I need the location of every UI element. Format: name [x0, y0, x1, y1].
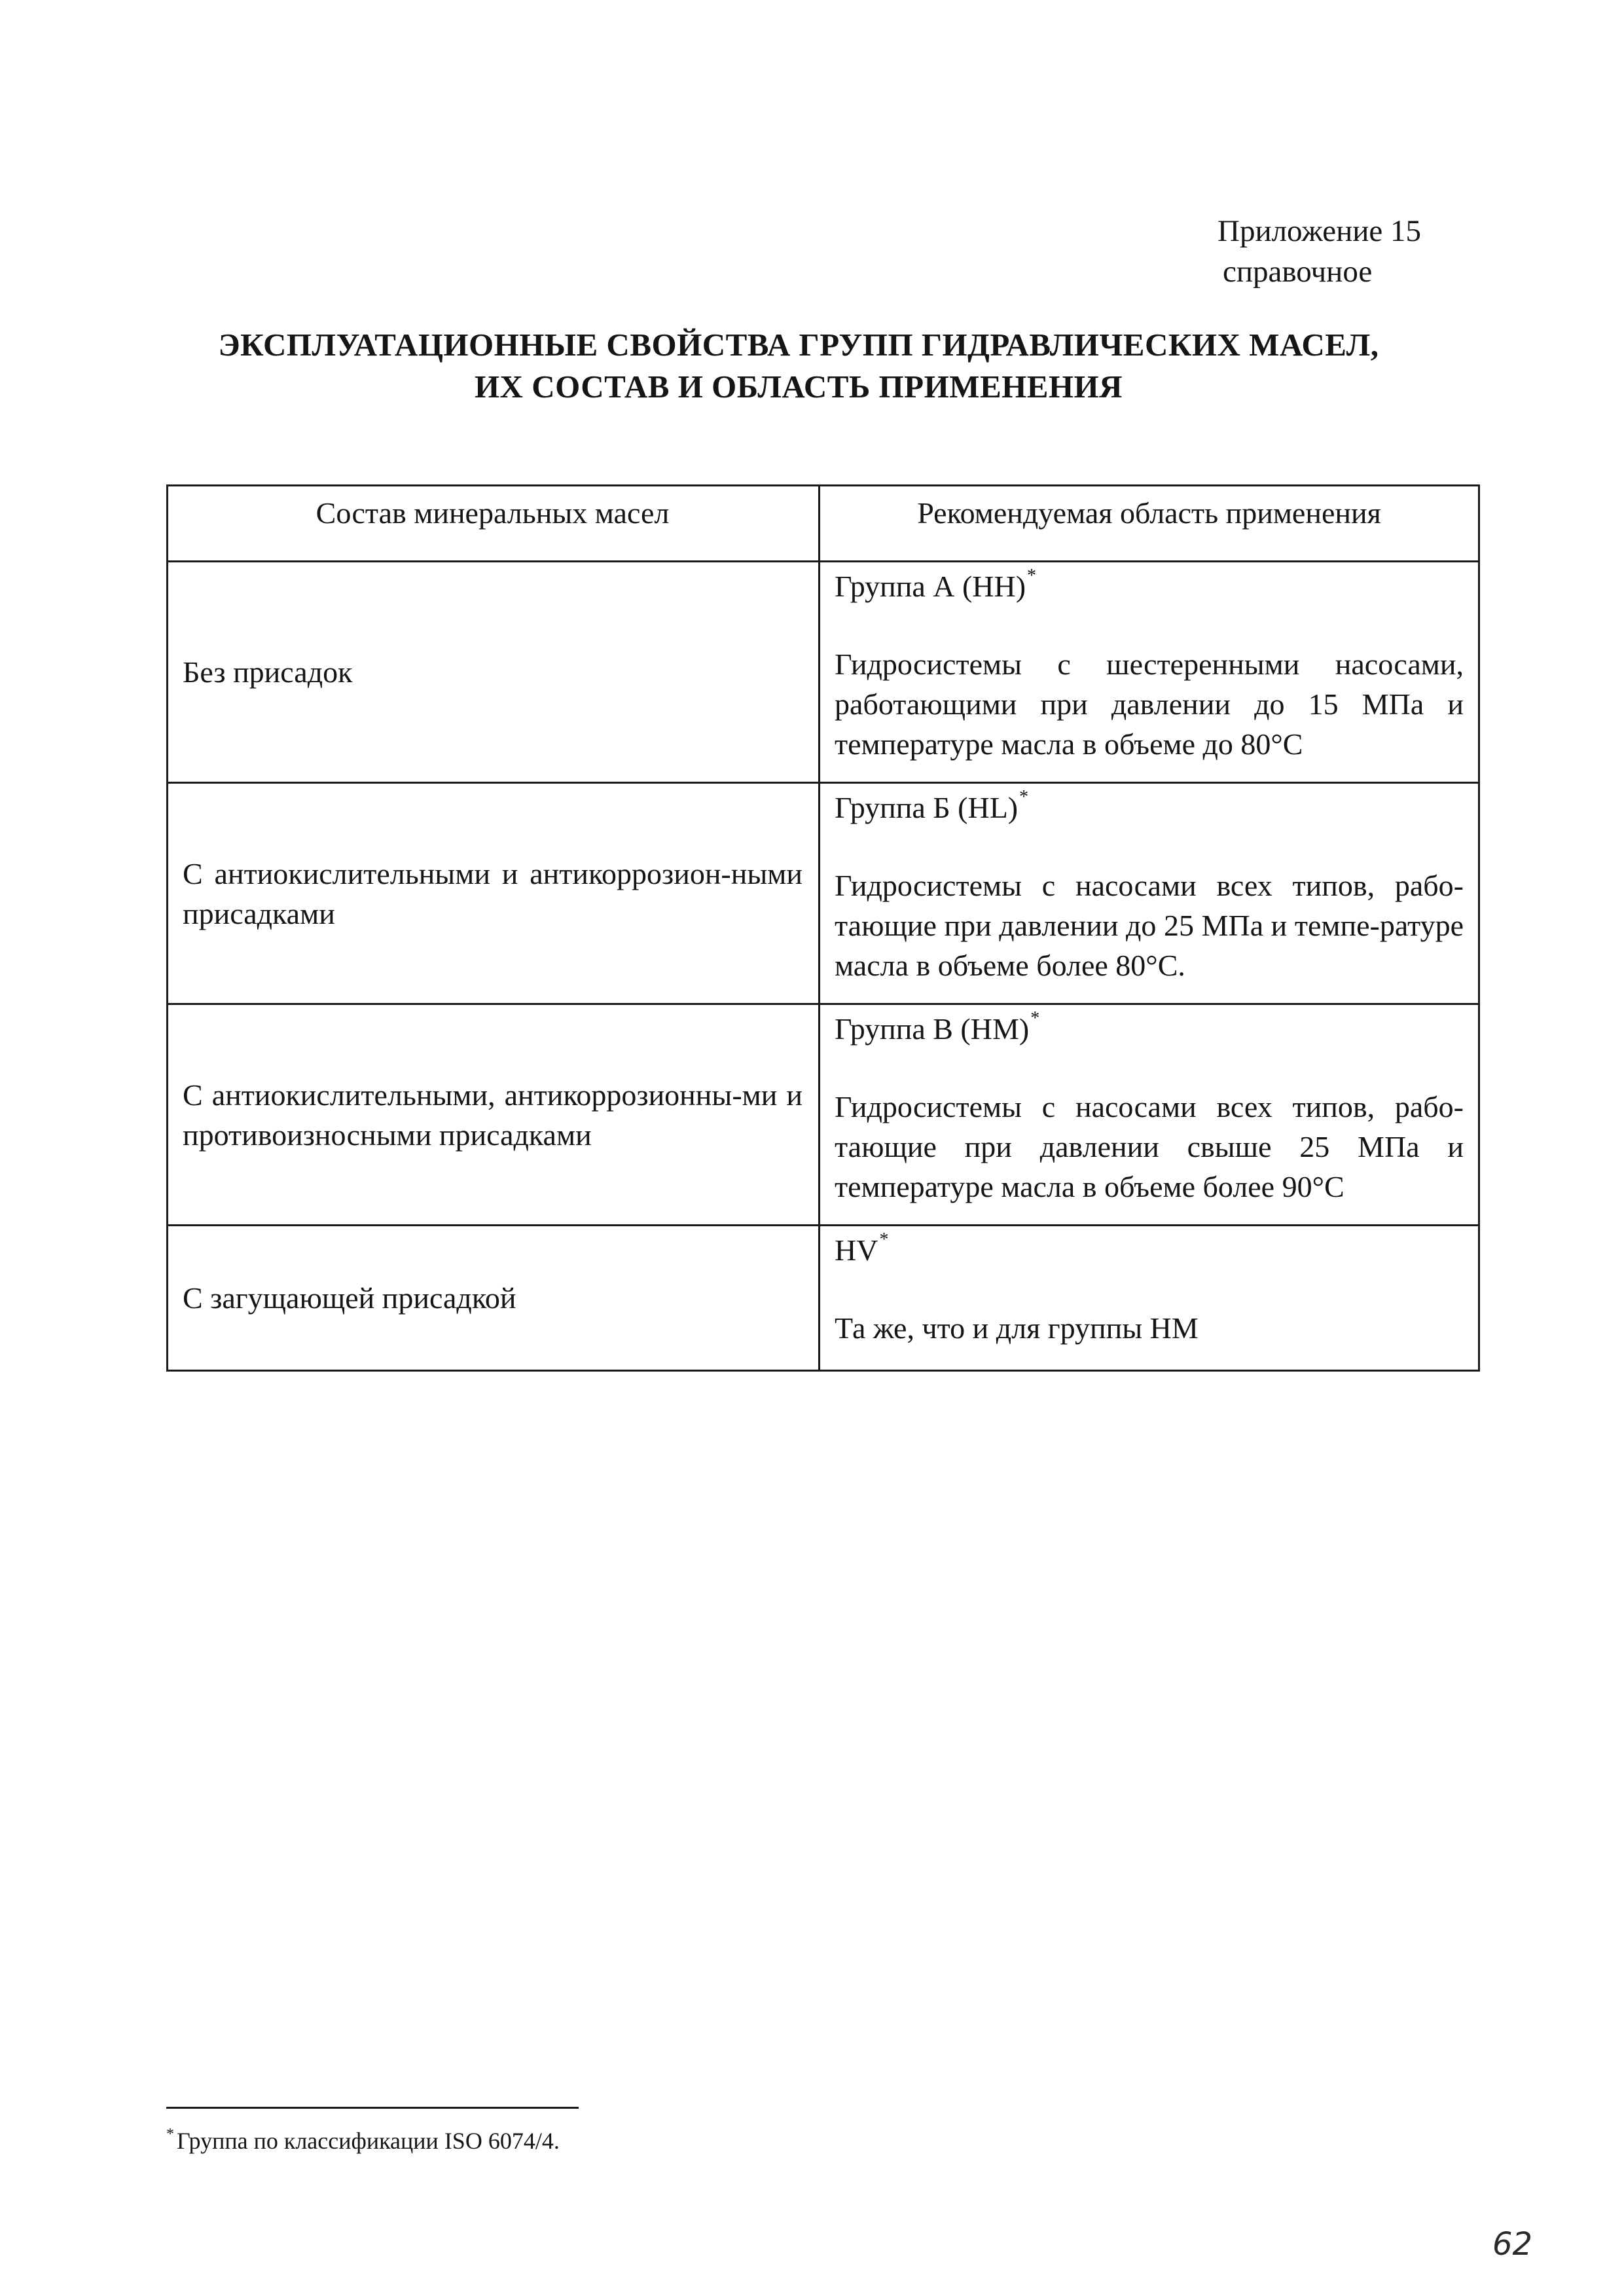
footnote-marker: * — [879, 1230, 889, 1250]
footnote-text: Группа по классификации ISO 6074/4. — [177, 2128, 560, 2154]
application-text: Гидросистемы с насосами всех типов, рабо-тающие при давлении до 25 МПа и темпе-ратуре масла в объеме более 80°С. — [835, 869, 1464, 982]
application-text: Гидросистемы с насосами всех типов, рабо-тающие при давлении свыше 25 МПа и температуре масла в объеме более 90°С — [835, 1090, 1464, 1203]
application-cell — [820, 784, 1478, 1003]
header-composition: Состав минеральных масел — [168, 486, 820, 560]
application-text: Та же, что и для группы НМ — [835, 1311, 1199, 1345]
group-label: Группа В (НМ) — [835, 1012, 1030, 1046]
table-row — [168, 782, 1478, 1003]
group-label: Группа Б (HL) — [835, 791, 1019, 824]
appendix-header — [1218, 211, 1492, 292]
appendix-label: Приложение 15 — [1218, 214, 1422, 248]
group-name — [835, 566, 1464, 606]
header-application: Рекомендуемая область применения — [917, 496, 1381, 530]
oil-groups-table — [166, 484, 1480, 1372]
footnote-divider — [166, 2107, 579, 2109]
footnote — [166, 2126, 560, 2155]
composition-text: С загущающей присадкой — [183, 1281, 516, 1315]
application-cell — [820, 562, 1478, 782]
page-number: 62 — [1492, 2226, 1533, 2263]
footnote-marker: * — [1019, 787, 1029, 807]
appendix-kind: справочное — [1223, 255, 1373, 289]
document-title — [157, 324, 1440, 408]
footnote-marker: * — [1027, 566, 1037, 586]
group-name — [835, 1230, 1464, 1270]
composition-cell — [168, 1226, 820, 1370]
table-row — [168, 1224, 1478, 1370]
group-name — [835, 1009, 1464, 1049]
composition-text: С антиокислительными, антикоррозионны-ми и противоизносными присадками — [183, 1078, 803, 1152]
composition-cell — [168, 562, 820, 782]
title-line-2: ИХ СОСТАВ И ОБЛАСТЬ ПРИМЕНЕНИЯ — [474, 369, 1123, 405]
application-cell — [820, 1005, 1478, 1224]
group-name — [835, 788, 1464, 828]
group-label: Группа А (НН) — [835, 570, 1026, 603]
composition-cell — [168, 784, 820, 1003]
composition-text: Без присадок — [183, 655, 353, 689]
title-line-1: ЭКСПЛУАТАЦИОННЫЕ СВОЙСТВА ГРУПП ГИДРАВЛИЧЕСКИХ МАСЕЛ, — [218, 327, 1379, 363]
table-header-row — [168, 486, 1478, 560]
footnote-marker: * — [1030, 1008, 1040, 1029]
composition-text: С антиокислительными и антикоррозион-ными присадками — [183, 856, 803, 930]
group-label: HV — [835, 1233, 878, 1267]
table-row — [168, 1003, 1478, 1224]
application-cell — [820, 1226, 1478, 1370]
application-text: Гидросистемы с шестеренными насосами, работающими при давлении до 15 МПа и температуре масла в объеме до 80°С — [835, 647, 1464, 761]
footnote-marker: * — [166, 2126, 174, 2143]
composition-cell — [168, 1005, 820, 1224]
table-row — [168, 560, 1478, 782]
